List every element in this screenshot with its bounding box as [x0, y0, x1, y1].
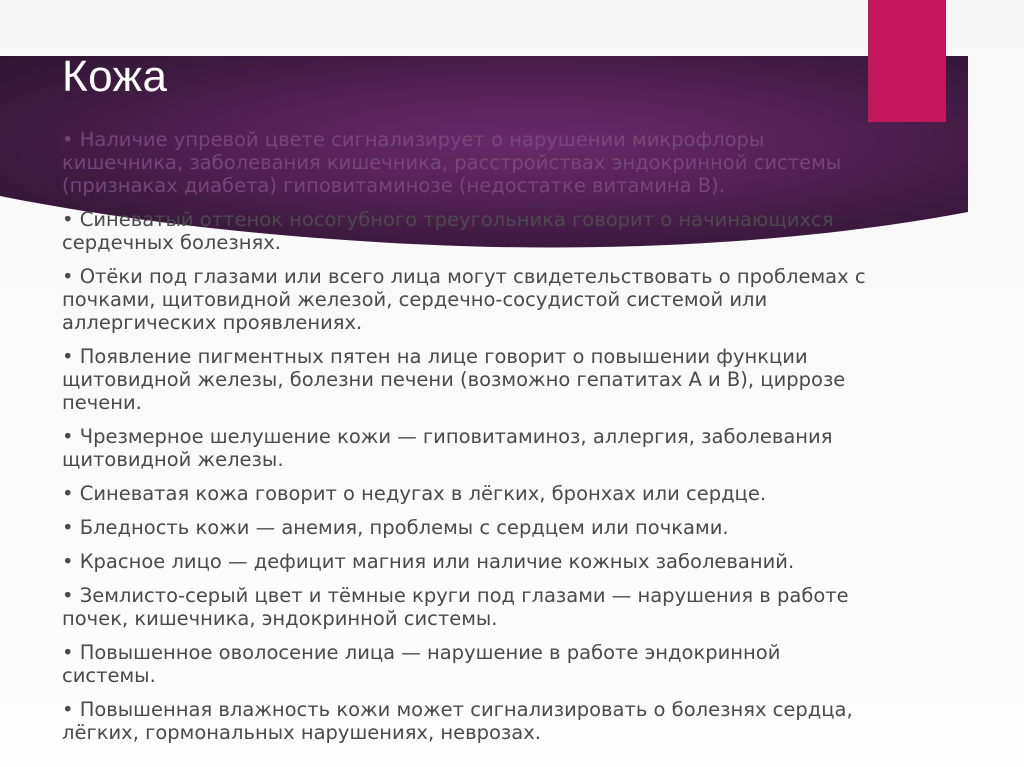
bullet-item: • Наличие упревой цвете сигнализирует о нарушении микрофлоры кишечника, заболевания кишечника, расстройствах эндокринной системы (признаках диабета) гиповитаминозе (недостатке витамина В).: [62, 128, 842, 197]
bullet-item: • Появление пигментных пятен на лице говорит о повышении функции щитовидной железы, болезни печени (возможно гепатитах А и В), циррозе печени.: [62, 345, 846, 414]
bullet-item: • Землисто-серый цвет и тёмные круги под глазами — нарушения в работе почек, кишечника, эндокринной системы.: [62, 584, 849, 630]
bullet-item: • Красное лицо — дефицит магния или наличие кожных заболеваний.: [62, 550, 795, 573]
slide-title: Кожа: [62, 52, 168, 101]
bullet-item: • Повышенная влажность кожи может сигнализировать о болезнях сердца, лёгких, гормональных нарушениях, неврозах.: [62, 698, 853, 744]
bullet-item: • Повышенное оволосение лица — нарушение в работе эндокринной системы.: [62, 641, 781, 687]
bullet-item: • Бледность кожи — анемия, проблемы с сердцем или почками.: [62, 516, 729, 539]
bullet-item: • Отёки под глазами или всего лица могут свидетельствовать о проблемах с почками, щитовидной железой, сердечно-сосудистой системой или аллергических проявлениях.: [62, 265, 866, 334]
bullet-item: • Синеватый оттенок носогубного треугольника говорит о начинающихся сердечных болезнях.: [62, 208, 834, 254]
bullet-item: • Чрезмерное шелушение кожи — гиповитаминоз, аллергия, заболевания щитовидной железы.: [62, 425, 833, 471]
bullet-item: • Синеватая кожа говорит о недугах в лёгких, бронхах или сердце.: [62, 482, 767, 505]
accent-rectangle: [868, 0, 946, 122]
bullet-list: [62, 128, 962, 755]
